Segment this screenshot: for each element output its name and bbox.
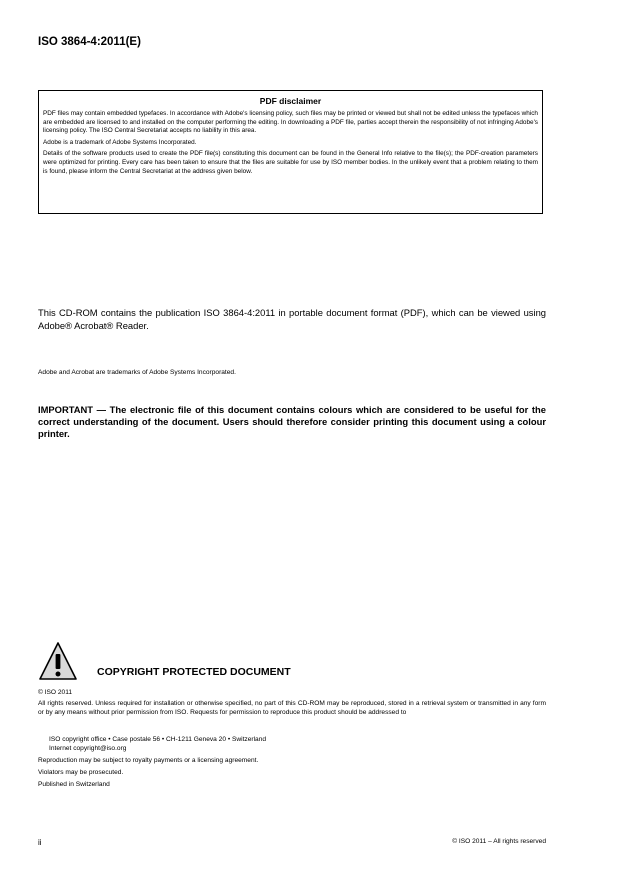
reproduction-notice: Reproduction may be subject to royalty payments or a licensing agreement. — [38, 757, 259, 764]
copyright-title: COPYRIGHT PROTECTED DOCUMENT — [97, 666, 291, 678]
copyright-office-address: ISO copyright office • Case postale 56 • CH-1211 Geneva 20 • Switzerland — [49, 736, 267, 743]
copyright-internet-address: Internet copyright@iso.org — [49, 745, 127, 752]
disclaimer-paragraph-trademark: Adobe is a trademark of Adobe Systems Incorporated. — [43, 138, 197, 146]
disclaimer-paragraph-details: Details of the software products used to create the PDF file(s) constituting this document can be found in the General Info relative to the file(s); the PDF-creation parameters were optimized for printing. Every care has been taken to ensure that the files are suitable for use by ISO member bodies. In the unlikely event that a problem relating to them is found, please inform the Central Secretariat at the address given below. — [43, 150, 538, 175]
disclaimer-title: PDF disclaimer — [259, 96, 322, 106]
copyright-symbol-line: © ISO 2011 — [38, 689, 73, 696]
disclaimer-paragraph-typefaces: PDF files may contain embedded typefaces. In accordance with Adobe's licensing policy, such files may be printed or viewed but shall not be edited unless the typefaces which are embedded are licensed to and installed on the computer performing the editing. In downloading a PDF file, parties accept therein the responsibility of not infringing Adobe's licensing policy. The ISO Central Secretariat accepts no liability in this area. — [43, 110, 538, 135]
footer-copyright: © ISO 2011 – All rights reserved — [452, 838, 546, 845]
all-rights-reserved-text: All rights reserved. Unless required for installation or otherwise specified, no part of this CD-ROM may be reproduced, stored in a retrieval system or transmitted in any form or by any means without prior permission from ISO. Requests for permission to reproduce this product should be addressed to — [38, 700, 546, 716]
page-number: ii — [38, 838, 42, 847]
trademark-notice: Adobe and Acrobat are trademarks of Adobe Systems Incorporated. — [38, 369, 236, 376]
document-id: ISO 3864-4:2011(E) — [38, 36, 141, 48]
cdrom-notice: This CD-ROM contains the publication ISO 3864-4:2011 in portable document format (PDF), which can be viewed using Adobe® Acrobat® Reader. — [38, 307, 546, 331]
published-location: Published in Switzerland — [38, 781, 110, 788]
pdf-disclaimer-box — [38, 90, 543, 214]
warning-triangle-icon — [38, 641, 78, 681]
important-notice: IMPORTANT — The electronic file of this document contains colours which are considered to be useful for the correct understanding of the document. Users should therefore consider printing this document using a colour printer. — [38, 404, 546, 440]
violators-notice: Violators may be prosecuted. — [38, 769, 124, 776]
